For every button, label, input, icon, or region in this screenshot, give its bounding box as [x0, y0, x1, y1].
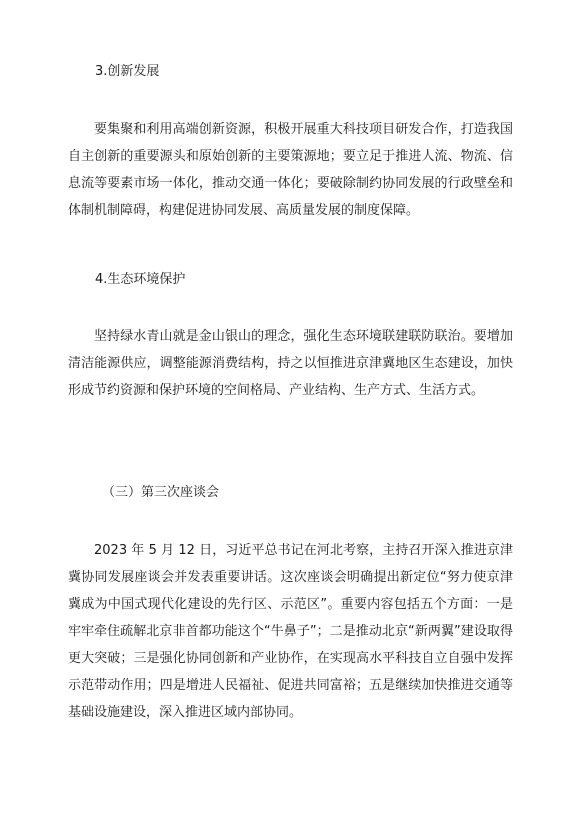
section-heading-third-symposium: （三）第三次座谈会 [102, 485, 220, 500]
section-paragraph-innovation: 要集聚和利用高端创新资源，积极开展重大科技项目研发合作，打造我国自主创新的重要源头和原始创新的主要策源地；要立足于推进人流、物流、信息流等要素市场一体化，推动交通一体化；要破除制约协同发展的行政壁垒和体制机制障碍，构建促进协同发展、高质量发展的制度保障。 [68, 122, 513, 218]
section-paragraph-ecology: 坚持绿水青山就是金山银山的理念，强化生态环境联建联防联治。要增加清洁能源供应，调整能源消费结构，持之以恒推进京津冀地区生态建设，加快形成节约资源和保护环境的空间格局、产业结构、生产方式、生活方式。 [68, 329, 513, 398]
section-paragraph-third-symposium: 2023 年 5 月 12 日，习近平总书记在河北考察，主持召开深入推进京津冀协同发展座谈会并发表重要讲话。这次座谈会明确提出新定位“努力使京津冀成为中国式现代化建设的先行区、示范区”。重要内容包括五个方面：一是牢牢牵住疏解北京非首都功能这个“牛鼻子”；二是推动北京“新两翼”建设取得更大突破；三是强化协同创新和产业协作，在实现高水平科技自立自强中发挥示范带动作用；四是增进人民福祉、促进共同富裕；五是继续加快推进交通等基础设施建设，深入推进区域内部协同。 [68, 543, 513, 720]
section-heading-ecology: 4.生态环境保护 [95, 272, 186, 287]
section-heading-innovation: 3.创新发展 [95, 64, 160, 79]
